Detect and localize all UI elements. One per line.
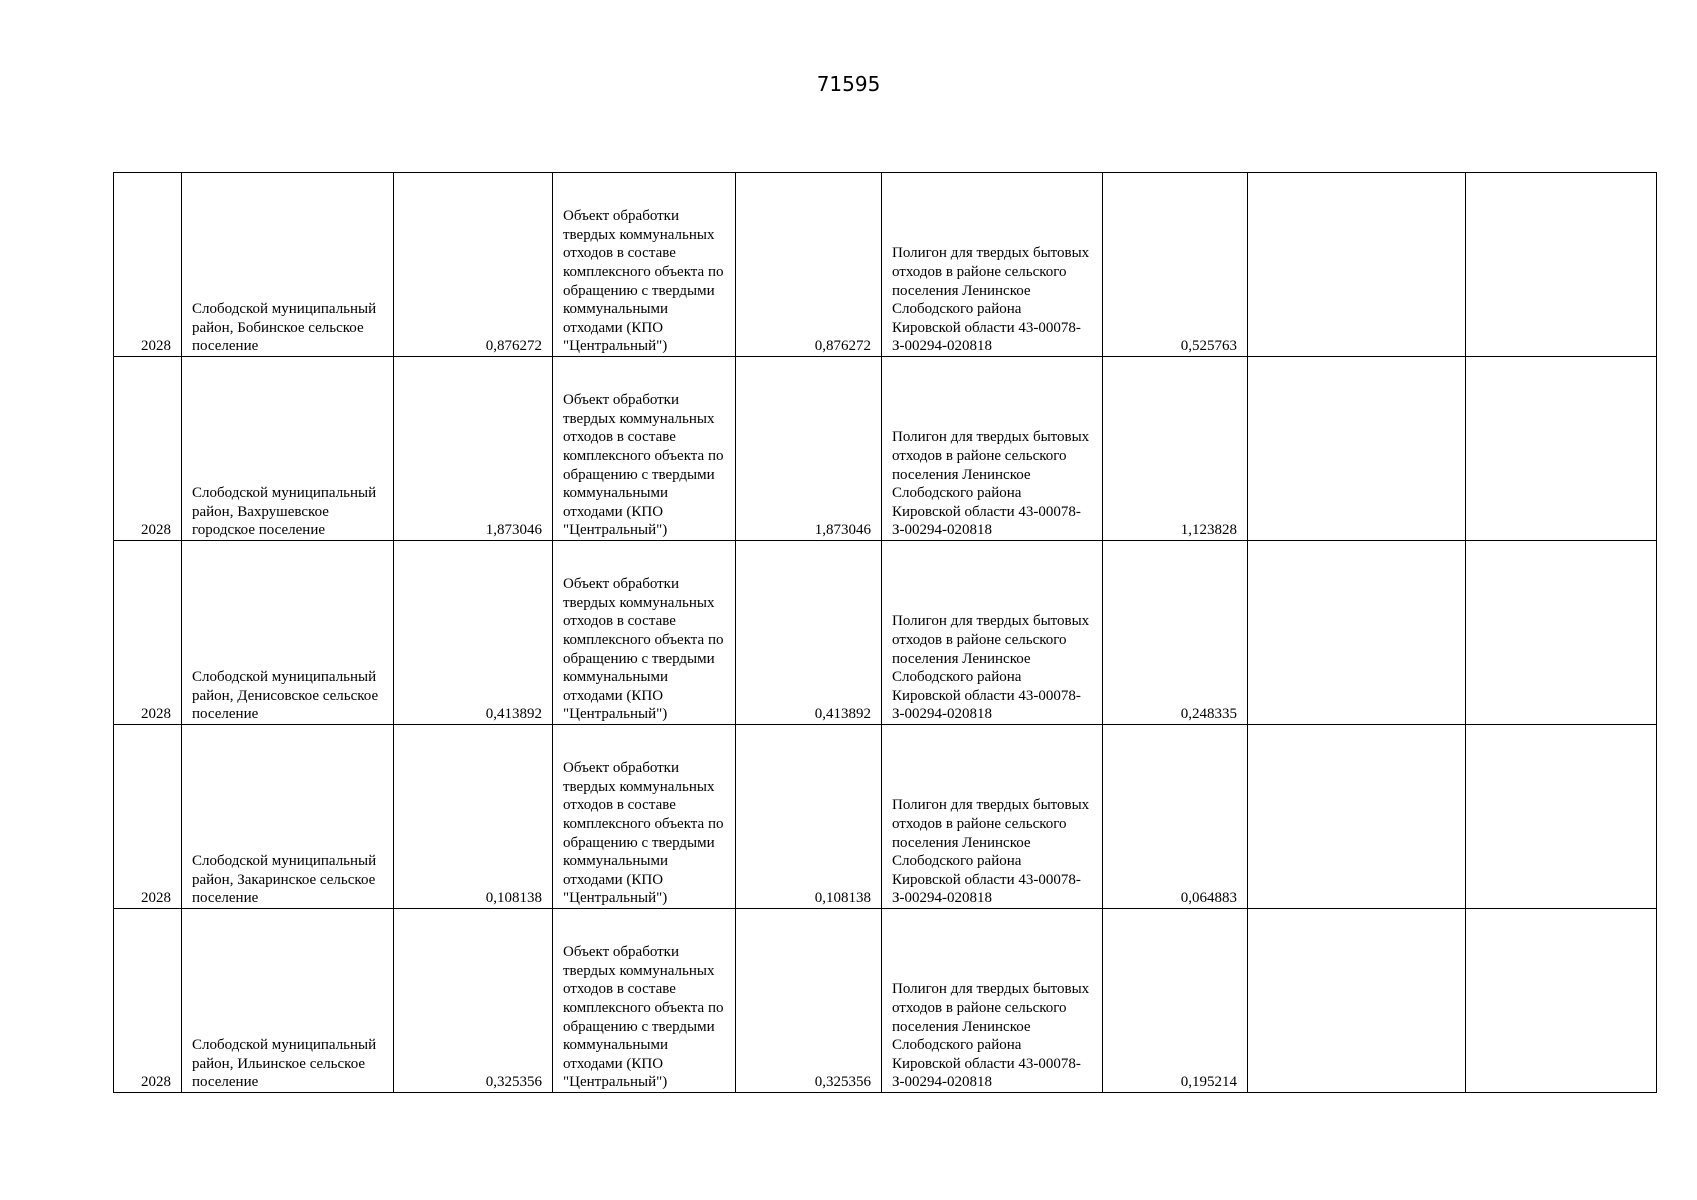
- landfill-cell: Полигон для твердых бытовых отходов в районе сельского поселения Ленинское Слободского района Кировской области 43-00078-З-00294-020818: [882, 541, 1103, 725]
- empty-cell: [1466, 357, 1657, 541]
- table-row: [114, 173, 1657, 357]
- value3-cell: 0,248335: [1103, 541, 1248, 725]
- municipality-cell: Слободской муниципальный район, Закаринское сельское поселение: [182, 725, 394, 909]
- value1-cell: 0,876272: [394, 173, 553, 357]
- year-cell: 2028: [114, 541, 182, 725]
- landfill-cell: Полигон для твердых бытовых отходов в районе сельского поселения Ленинское Слободского района Кировской области 43-00078-З-00294-020818: [882, 173, 1103, 357]
- empty-cell: [1466, 725, 1657, 909]
- landfill-cell: Полигон для твердых бытовых отходов в районе сельского поселения Ленинское Слободского района Кировской области 43-00078-З-00294-020818: [882, 725, 1103, 909]
- table-row: [114, 357, 1657, 541]
- empty-cell: [1248, 725, 1466, 909]
- table-row: [114, 909, 1657, 1093]
- processing-object-cell: Объект обработки твердых коммунальных отходов в составе комплексного объекта по обращению с твердыми коммунальными отходами (КПО "Центральный"): [553, 909, 736, 1093]
- empty-cell: [1466, 909, 1657, 1093]
- landfill-cell: Полигон для твердых бытовых отходов в районе сельского поселения Ленинское Слободского района Кировской области 43-00078-З-00294-020818: [882, 357, 1103, 541]
- table-row: [114, 541, 1657, 725]
- value2-cell: 0,876272: [736, 173, 882, 357]
- value3-cell: 0,195214: [1103, 909, 1248, 1093]
- year-cell: 2028: [114, 357, 182, 541]
- value1-cell: 0,108138: [394, 725, 553, 909]
- value2-cell: 1,873046: [736, 357, 882, 541]
- municipality-cell: Слободской муниципальный район, Ильинское сельское поселение: [182, 909, 394, 1093]
- processing-object-cell: Объект обработки твердых коммунальных отходов в составе комплексного объекта по обращению с твердыми коммунальными отходами (КПО "Центральный"): [553, 357, 736, 541]
- value3-cell: 0,064883: [1103, 725, 1248, 909]
- empty-cell: [1466, 541, 1657, 725]
- empty-cell: [1466, 173, 1657, 357]
- value1-cell: 1,873046: [394, 357, 553, 541]
- waste-flow-table: [113, 172, 1657, 1093]
- empty-cell: [1248, 909, 1466, 1093]
- value2-cell: 0,325356: [736, 909, 882, 1093]
- table-row: [114, 725, 1657, 909]
- value3-cell: 0,525763: [1103, 173, 1248, 357]
- municipality-cell: Слободской муниципальный район, Вахрушевское городское поселение: [182, 357, 394, 541]
- processing-object-cell: Объект обработки твердых коммунальных отходов в составе комплексного объекта по обращению с твердыми коммунальными отходами (КПО "Центральный"): [553, 725, 736, 909]
- municipality-cell: Слободской муниципальный район, Бобинское сельское поселение: [182, 173, 394, 357]
- landfill-cell: Полигон для твердых бытовых отходов в районе сельского поселения Ленинское Слободского района Кировской области 43-00078-З-00294-020818: [882, 909, 1103, 1093]
- page-number: 71595: [816, 72, 881, 96]
- value3-cell: 1,123828: [1103, 357, 1248, 541]
- value1-cell: 0,325356: [394, 909, 553, 1093]
- year-cell: 2028: [114, 725, 182, 909]
- empty-cell: [1248, 357, 1466, 541]
- empty-cell: [1248, 541, 1466, 725]
- year-cell: 2028: [114, 909, 182, 1093]
- empty-cell: [1248, 173, 1466, 357]
- processing-object-cell: Объект обработки твердых коммунальных отходов в составе комплексного объекта по обращению с твердыми коммунальными отходами (КПО "Центральный"): [553, 173, 736, 357]
- processing-object-cell: Объект обработки твердых коммунальных отходов в составе комплексного объекта по обращению с твердыми коммунальными отходами (КПО "Центральный"): [553, 541, 736, 725]
- value1-cell: 0,413892: [394, 541, 553, 725]
- municipality-cell: Слободской муниципальный район, Денисовское сельское поселение: [182, 541, 394, 725]
- value2-cell: 0,413892: [736, 541, 882, 725]
- value2-cell: 0,108138: [736, 725, 882, 909]
- year-cell: 2028: [114, 173, 182, 357]
